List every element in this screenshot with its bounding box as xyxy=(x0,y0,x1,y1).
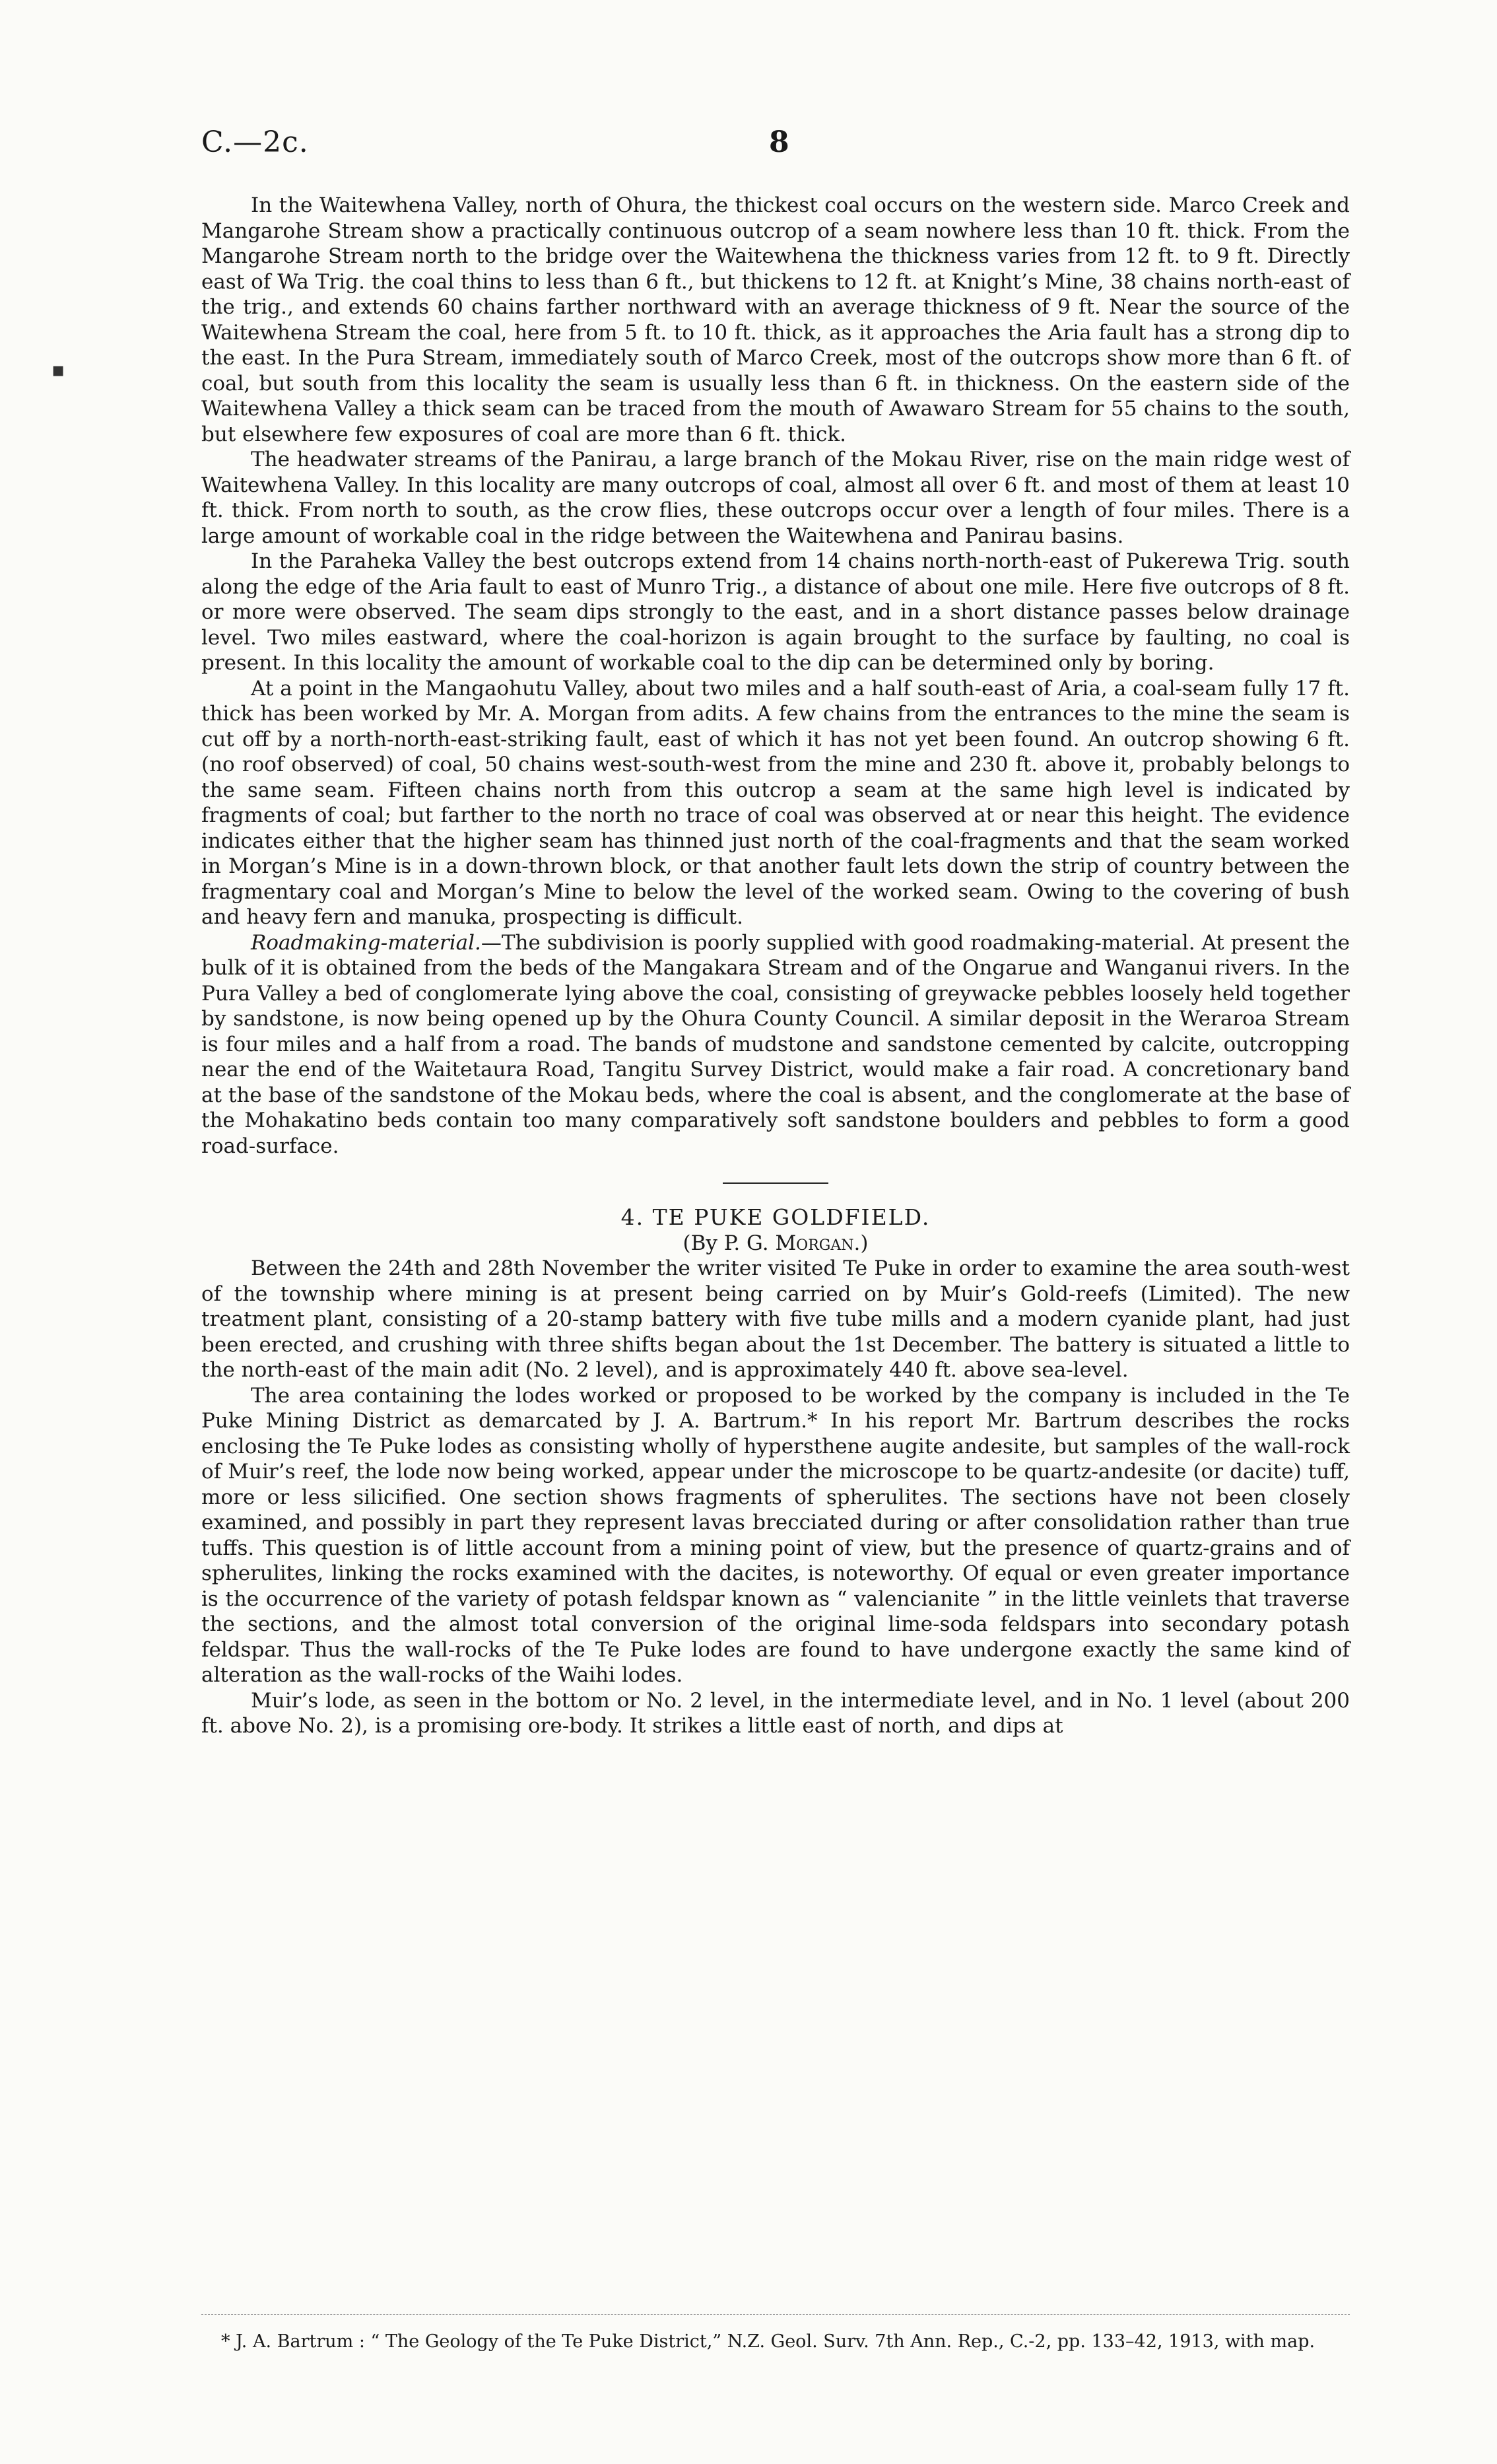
section-divider xyxy=(723,1182,828,1184)
body-text xyxy=(201,193,1350,1739)
byline-suffix: .) xyxy=(853,1231,869,1255)
paragraph-panirau: The headwater streams of the Panirau, a large branch of the Mokau River, rise on the main ridge west of Waitewhena Valley. In this locality are many outcrops of coal, almost all over 6 ft. and most of them at least 10 ft. thick. From north to south, as the crow flies, these outcrops occur over a length of four miles. There is a large amount of workable coal in the ridge between the Waitewhena and Panirau basins. xyxy=(201,448,1350,548)
paragraph-paraheka: In the Paraheka Valley the best outcrops extend from 14 chains north-north-east of Pukerewa Trig. south along the edge of the Aria fault to east of Munro Trig., a distance of about one mile. Here five outcrops of 8 ft. or more were observed. The seam dips strongly to the east, and in a short distance passes below drainage level. Two miles eastward, where the coal-horizon is again brought to the surface by faulting, no coal is present. In this locality the amount of workable coal to the dip can be determined only by boring. xyxy=(201,549,1350,675)
footnote: * J. A. Bartrum : “ The Geology of the Te Puke District,” N.Z. Geol. Surv. 7th Ann. Rep., C.-2, pp. 133–42, 1913, with map. xyxy=(221,2331,1315,2352)
paragraph-te-puke-visit: Between the 24th and 28th November the writer visited Te Puke in order to examine the area south-west of the township where mining is at present being carried on by Muir’s Gold-reefs (Limited). The new treatment plant, consisting of a 20-stamp battery with five tube mills and a modern cyanide plant, had just been erected, and crushing with three shifts began about the 1st December. The battery is situated a little to the north-east of the main adit (No. 2 level), and is approximately 440 ft. above sea-level. xyxy=(201,1256,1350,1382)
run-in-heading: Roadmaking-material. xyxy=(251,930,481,955)
paragraph-muirs-lode: Muir’s lode, as seen in the bottom or No. 2 level, in the intermediate level, and in No. 1 level (about 200 ft. above No. 2), is a promising ore-body. It strikes a little east of north, and dips at xyxy=(201,1688,1350,1738)
byline-prefix: (By P. G. xyxy=(682,1231,769,1255)
footnote-rule xyxy=(201,2314,1350,2315)
paragraph-roadmaking-text: —The subdivision is poorly supplied with good roadmaking-material. At present the bulk of it is obtained from the beds of the Mangakara Stream and of the Ongarue and Wanganui rivers. In the Pura Valley a bed of conglomerate lying above the coal, consisting of greywacke pebbles loosely held together by sandstone, is now being opened up by the Ohura County Council. A similar deposit in the Weraroa Stream is four miles and a half from a road. The bands of mudstone and sandstone cemented by calcite, outcropping near the end of the Waitetaura Road, Tangitu Survey District, would make a fair road. A concretionary band at the base of the sandstone of the Mokau beds, where the coal is absent, and the conglomerate at the base of the Mohakatino beds contain too many comparatively soft sandstone boulders and pebbles to form a good road-surface. xyxy=(201,930,1350,1158)
paragraph-mangaohutu: At a point in the Mangaohutu Valley, about two miles and a half south-east of Aria, a coal-seam fully 17 ft. thick has been worked by Mr. A. Morgan from adits. A few chains from the entrances to the mine the seam is cut off by a north-north-east-striking fault, east of which it has not yet been found. An outcrop showing 6 ft. (no roof observed) of coal, 50 chains west-south-west from the mine and 230 ft. above it, probably belongs to the same seam. Fifteen chains north from this outcrop a seam at the same high level is indicated by fragments of coal; but farther to the north no trace of coal was observed at or near this height. The evidence indicates either that the higher seam has thinned just north of the coal-fragments and that the seam worked in Morgan’s Mine is in a down-thrown block, or that another fault lets down the strip of country between the fragmentary coal and Morgan’s Mine to below the level of the worked seam. Owing to the covering of bush and heavy fern and manuka, prospecting is difficult. xyxy=(201,676,1350,929)
paragraph-waitewhena: In the Waitewhena Valley, north of Ohura, the thickest coal occurs on the western side. Marco Creek and Mangarohe Stream show a practically continuous outcrop of a seam nowhere less than 10 ft. thick. From the Mangarohe Stream north to the bridge over the Waitewhena the thickness varies from 12 ft. to 9 ft. Directly east of Wa Trig. the coal thins to less than 6 ft., but thickens to 12 ft. at Knight’s Mine, 38 chains north-east of the trig., and extends 60 chains farther northward with an average thickness of 9 ft. Near the source of the Waitewhena Stream the coal, here from 5 ft. to 10 ft. thick, as it approaches the Aria fault has a strong dip to the east. In the Pura Stream, immediately south of Marco Creek, most of the outcrops show more than 6 ft. of coal, but south from this locality the seam is usually less than 6 ft. in thickness. On the eastern side of the Waitewhena Valley a thick seam can be traced from the mouth of Awawaro Stream for 55 chains to the south, but elsewhere few exposures of coal are more than 6 ft. thick. xyxy=(201,193,1350,446)
byline-name: Morgan xyxy=(775,1231,854,1255)
paragraph-te-puke-rocks: The area containing the lodes worked or proposed to be worked by the company is included in the Te Puke Mining District as demarcated by J. A. Bartrum.* In his report Mr. Bartrum describes the rocks enclosing the Te Puke lodes as consisting wholly of hypersthene augite andesite, but samples of the wall-rock of Muir’s reef, the lode now being worked, appear under the microscope to be quartz-andesite (or dacite) tuff, more or less silicified. One section shows fragments of spherulites. The sections have not been closely examined, and possibly in part they represent lavas brecciated during or after consolidation rather than true tuffs. This question is of little account from a mining point of view, but the presence of quartz-grains and of spherulites, linking the rocks examined with the dacites, is noteworthy. Of equal or even greater importance is the occurrence of the variety of potash feldspar known as “ valencianite ” in the little veinlets that traverse the sections, and the almost total conversion of the original lime-soda feldspars into secondary potash feldspar. Thus the wall-rocks of the Te Puke lodes are found to have undergone exactly the same kind of alteration as the wall-rocks of the Waihi lodes. xyxy=(201,1383,1350,1687)
page-header xyxy=(201,125,1350,172)
paragraph-roadmaking xyxy=(201,930,1350,1159)
byline xyxy=(201,1231,1350,1256)
page-number: 8 xyxy=(769,125,789,159)
margin-mark: ▪ xyxy=(51,359,65,382)
section-title: 4. TE PUKE GOLDFIELD. xyxy=(620,1204,931,1230)
document-code: C.—2c. xyxy=(201,125,309,159)
